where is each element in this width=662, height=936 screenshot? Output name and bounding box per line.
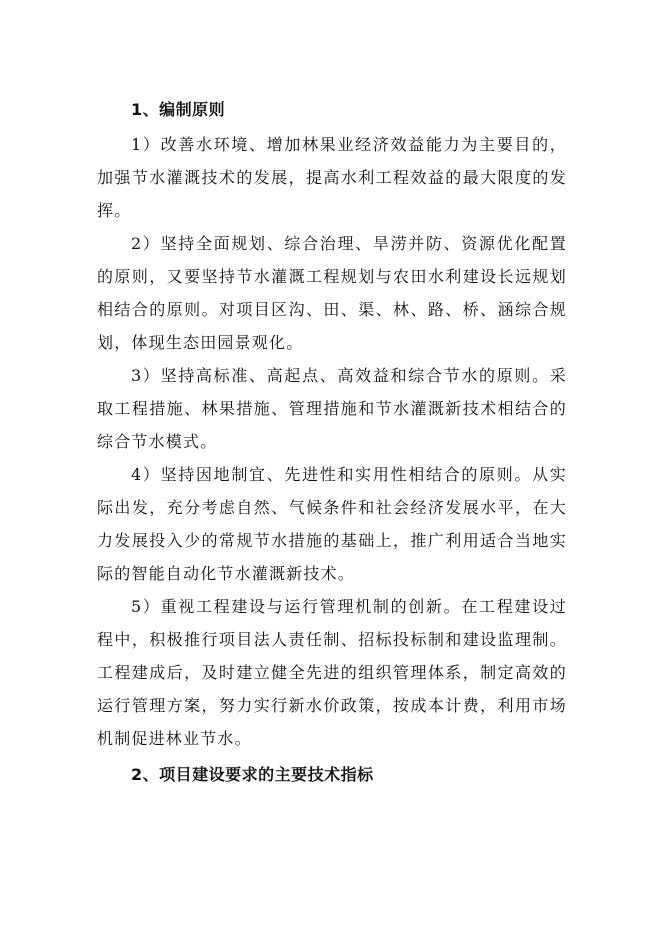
paragraph-principle-4: 4）坚持因地制宜、先进性和实用性相结合的原则。从实际出发，充分考虑自然、气候条件和社会经济发展水平，在大力发展投入少的常规节水措施的基础上，推广利用适合当地实际的智能自动化节水灌溉新技术。 [97,465,567,583]
document-body [97,92,567,793]
paragraph-principle-1: 1）改善水环境、增加林果业经济效益能力为主要目的，加强节水灌溉技术的发展，提高水利工程效益的最大限度的发挥。 [97,135,567,220]
section-heading-technical-indicators: 2、项目建设要求的主要技术指标 [131,765,374,784]
paragraph-principle-5: 5）重视工程建设与运行管理机制的创新。在工程建设过程中，积极推行项目法人责任制、招标投标制和建设监理制。工程建成后，及时建立健全先进的组织管理体系，制定高效的运行管理方案，努力实行新水价政策，按成本计费，利用市场机制促进林业节水。 [97,597,567,748]
paragraph-principle-3: 3）坚持高标准、高起点、高效益和综合节水的原则。采取工程措施、林果措施、管理措施和节水灌溉新技术相结合的综合节水模式。 [97,366,567,451]
paragraph-principle-2: 2）坚持全面规划、综合治理、旱涝并防、资源优化配置的原则，又要坚持节水灌溉工程规划与农田水利建设长远规划相结合的原则。对项目区沟、田、渠、林、路、桥、涵综合规划，体现生态田园景观化。 [97,234,567,352]
section-heading-principles: 1、编制原则 [131,100,226,119]
